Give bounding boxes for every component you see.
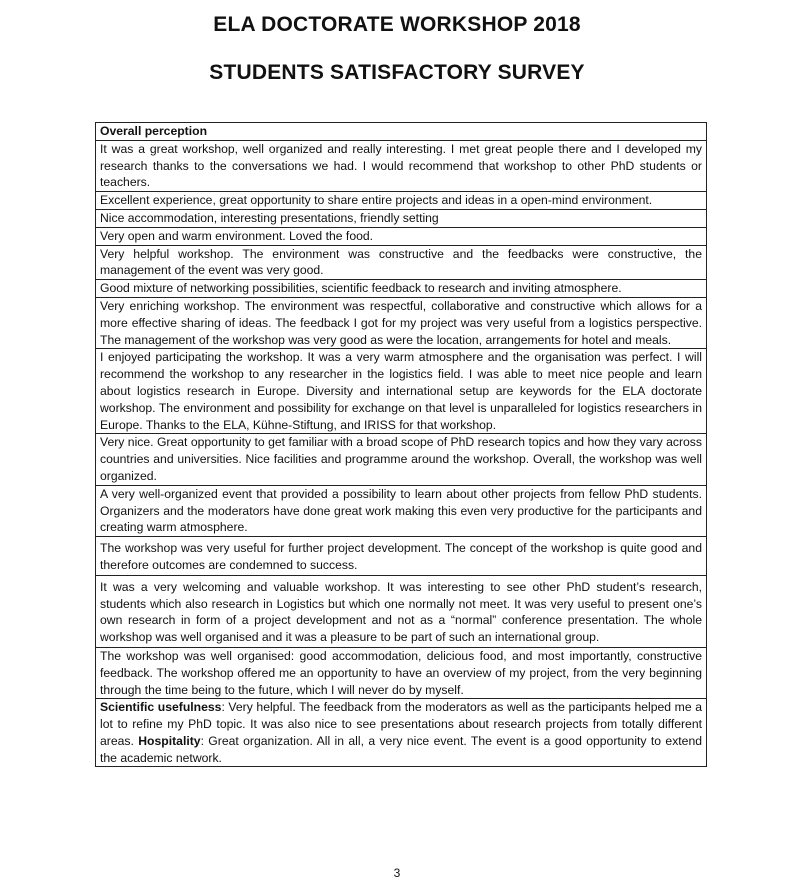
table-row — [96, 485, 707, 536]
table-cell: Very open and warm environment. Loved the food. — [96, 227, 707, 245]
table-row — [96, 699, 707, 767]
table-header-cell: Overall perception — [96, 123, 707, 141]
table-cell: Very nice. Great opportunity to get familiar with a broad scope of PhD research topics and how they vary across countries and universities. Nice facilities and programme around the workshop. Overall, the workshop was well organized. — [96, 434, 707, 485]
table-row — [96, 297, 707, 348]
survey-table — [95, 122, 707, 767]
table-row — [96, 575, 707, 647]
table-row — [96, 192, 707, 210]
document-subtitle: STUDENTS SATISFACTORY SURVEY — [209, 61, 585, 84]
table-cell: Nice accommodation, interesting presentations, friendly setting — [96, 209, 707, 227]
table-cell-mixed — [96, 699, 707, 767]
hospitality-label: Hospitality — [138, 733, 201, 748]
document-title: ELA DOCTORATE WORKSHOP 2018 — [213, 13, 581, 36]
table-row — [96, 140, 707, 191]
page-number: 3 — [393, 866, 401, 880]
table-header-row — [96, 123, 707, 141]
table-cell: Very enriching workshop. The environment was respectful, collaborative and constructive which allows for a more effective sharing of ideas. The feedback I got for my project was very useful from a logistics perspective. The management of the workshop was very good as were the location, arrangements for hotel and meals. — [96, 297, 707, 348]
table-row — [96, 537, 707, 576]
table-row — [96, 227, 707, 245]
table-cell: A very well-organized event that provided a possibility to learn about other projects from fellow PhD students. Organizers and the moderators have done great work making this even very productive for the participants and creating warm atmosphere. — [96, 485, 707, 536]
scientific-usefulness-label: Scientific usefulness — [100, 700, 222, 715]
table-row — [96, 209, 707, 227]
table-cell: The workshop was very useful for further project development. The concept of the workshop is quite good and therefore outcomes are condemned to success. — [96, 537, 707, 576]
table-row — [96, 280, 707, 298]
table-cell: I enjoyed participating the workshop. It was a very warm atmosphere and the organisation was perfect. I will recommend the workshop to any researcher in the logistics field. I was able to meet nice people and learn about logistics research in Europe. Diversity and international setup are keywords for the ELA doctorate workshop. The environment and possibility for exchange on that level is unparalleled for logistics researchers in Europe. Thanks to the ELA, Kühne-Stiftung, and IRISS for that workshop. — [96, 349, 707, 434]
table-cell: Good mixture of networking possibilities, scientific feedback to research and inviting atmosphere. — [96, 280, 707, 298]
scientific-usefulness-text: : Very helpful. The feedback from the moderators as well as the participants helped me a lot to refine my PhD topic. It was also nice to see presentations about research projects from totally different areas. — [100, 700, 702, 748]
table-row — [96, 647, 707, 698]
table-cell: The workshop was well organised: good accommodation, delicious food, and most importantly, constructive feedback. The workshop offered me an opportunity to have an overview of my project, from the very beginning through the time being to the future, which I will never do by myself. — [96, 647, 707, 698]
table-row — [96, 245, 707, 280]
table-cell: Very helpful workshop. The environment was constructive and the feedbacks were constructive, the management of the event was very good. — [96, 245, 707, 280]
table-cell: Excellent experience, great opportunity to share entire projects and ideas in a open-mind environment. — [96, 192, 707, 210]
table-cell: It was a very welcoming and valuable workshop. It was interesting to see other PhD student’s research, students which also research in Logistics but which one normally not meet. It was very useful to present one’s own research in form of a project development and not as a “normal” conference presentation. The whole workshop was well organised and it was a pleasure to be part of such an international group. — [96, 575, 707, 647]
table-cell: It was a great workshop, well organized and really interesting. I met great people there and I developed my research thanks to the conversations we had. I would recommend that workshop to other PhD students or teachers. — [96, 140, 707, 191]
table-row — [96, 349, 707, 434]
table-row — [96, 434, 707, 485]
hospitality-text: : Great organization. All in all, a very nice event. The event is a good opportunity to extend the academic network. — [100, 733, 703, 765]
